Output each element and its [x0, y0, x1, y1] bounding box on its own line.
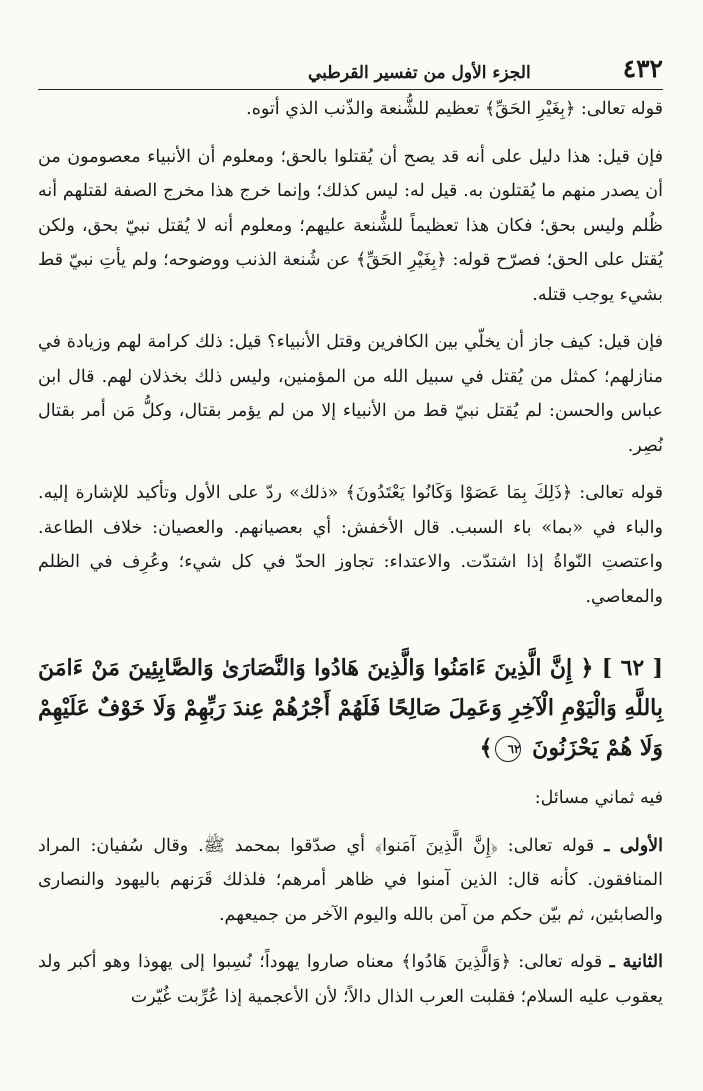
- issue-text: قوله تعالى: ﴿وَالَّذِينَ هَادُوا﴾ معناه صاروا يهوداً؛ نُسِبوا إلى يهوذا وهو أكبر ولد يعقوب عليه السلام؛ فقلبت العرب الذال دالاً؛ لأن الأعجمية إذا عُرِّبت غُيّرت: [38, 952, 663, 1007]
- paragraph: فإن قيل: كيف جاز أن يخلّي بين الكافرين وقتل الأنبياء؟ قيل: ذلك كرامة لهم وزيادة في منازلهم؛ كمثل من يُقتل في سبيل الله من المؤمنين، وليس ذلك بخذلان لهم. قال ابن عباس والحسن: لم يُقتل نبيّ قط من الأنبياء إلا من لم يؤمر بقتال، وكلُّ مَن أمر بقتال نُصِر.: [38, 332, 663, 456]
- issue-paragraph: [38, 829, 663, 933]
- quran-verse: [38, 648, 663, 768]
- paragraph: قوله تعالى: ﴿ذَلِكَ بِمَا عَصَوْا وَكَانُوا يَعْتَدُونَ﴾ «ذلك» ردّ على الأول وتأكيد للإشارة إليه. والباء في «بما» باء السبب. قال الأخفش: أي بعصيانهم. والعصيان: خلاف الطاعة. واعتصتِ النّواةُ إذا اشتدّت. والاعتداء: تجاوز الحدّ في كل شيء؛ وعُرِف في الظلم والمعاصي.: [38, 483, 663, 607]
- verse-closing-bracket: ﴾: [479, 735, 493, 761]
- issues-intro: فيه ثماني مسائل:: [534, 788, 663, 808]
- running-title: الجزء الأول من تفسير القرطبي: [308, 63, 531, 83]
- verse-text: ﴿ إِنَّ الَّذِينَ ءَامَنُوا وَالَّذِينَ هَادُوا وَالنَّصَارَىٰ وَالصَّابِئِينَ مَنْ ءَامَنَ بِاللَّهِ وَالْيَوْمِ الْآخِرِ وَعَمِلَ صَالِحًا فَلَهُمْ أَجْرُهُمْ عِندَ رَبِّهِمْ وَلَا خَوْفٌ عَلَيْهِمْ وَلَا هُمْ يَحْزَنُونَ: [38, 655, 663, 761]
- paragraph: قوله تعالى: ﴿بِغَيْرِ الحَقِّ﴾ تعظيم للشُّنعة والذّنب الذي أتوه.: [246, 99, 663, 119]
- page-content: [38, 92, 663, 1014]
- issue-text: قوله تعالى: ﴿إِنَّ الَّذِينَ آمَنوا﴾ أي صدّقوا بمحمد ﷺ. وقال سُفيان: المراد المنافقون. كأنه قال: الذين آمنوا في ظاهر أمرهم؛ فلذلك قَرَنهم باليهود والنصارى والصابئين، ثم بيّن حكم من آمن بالله واليوم الآخر من جميعهم.: [38, 835, 663, 925]
- page-header: [38, 44, 663, 90]
- verse-number-label: [ ٦٢ ]: [601, 655, 663, 681]
- page-number: ٤٣٢: [622, 54, 663, 83]
- issue-label: الأولى ـ: [604, 835, 664, 856]
- issue-paragraph: [38, 945, 663, 1014]
- verse-end-marker-icon: ٦٢: [495, 736, 521, 762]
- paragraph: فإن قيل: هذا دليل على أنه قد يصح أن يُقتلوا بالحق؛ ومعلوم أن الأنبياء معصومون من أن يصدر منهم ما يُقتلون به. قيل له: ليس كذلك؛ وإنما خرج هذا مخرج الصفة لقتلهم أنه ظُلم وليس بحق؛ فكان هذا تعظيماً للشُّنعة عليهم؛ ومعلوم أنه لا يُقتل نبيّ بحق، ولكن يُقتل على الحق؛ فصرّح قوله: ﴿بِغَيْرِ الحَقِّ﴾ عن شُنعة الذنب ووضوحه؛ ولم يأتِ نبيّ قط بشيء يوجب قتله.: [38, 146, 663, 305]
- issue-label: الثانية ـ: [609, 952, 663, 972]
